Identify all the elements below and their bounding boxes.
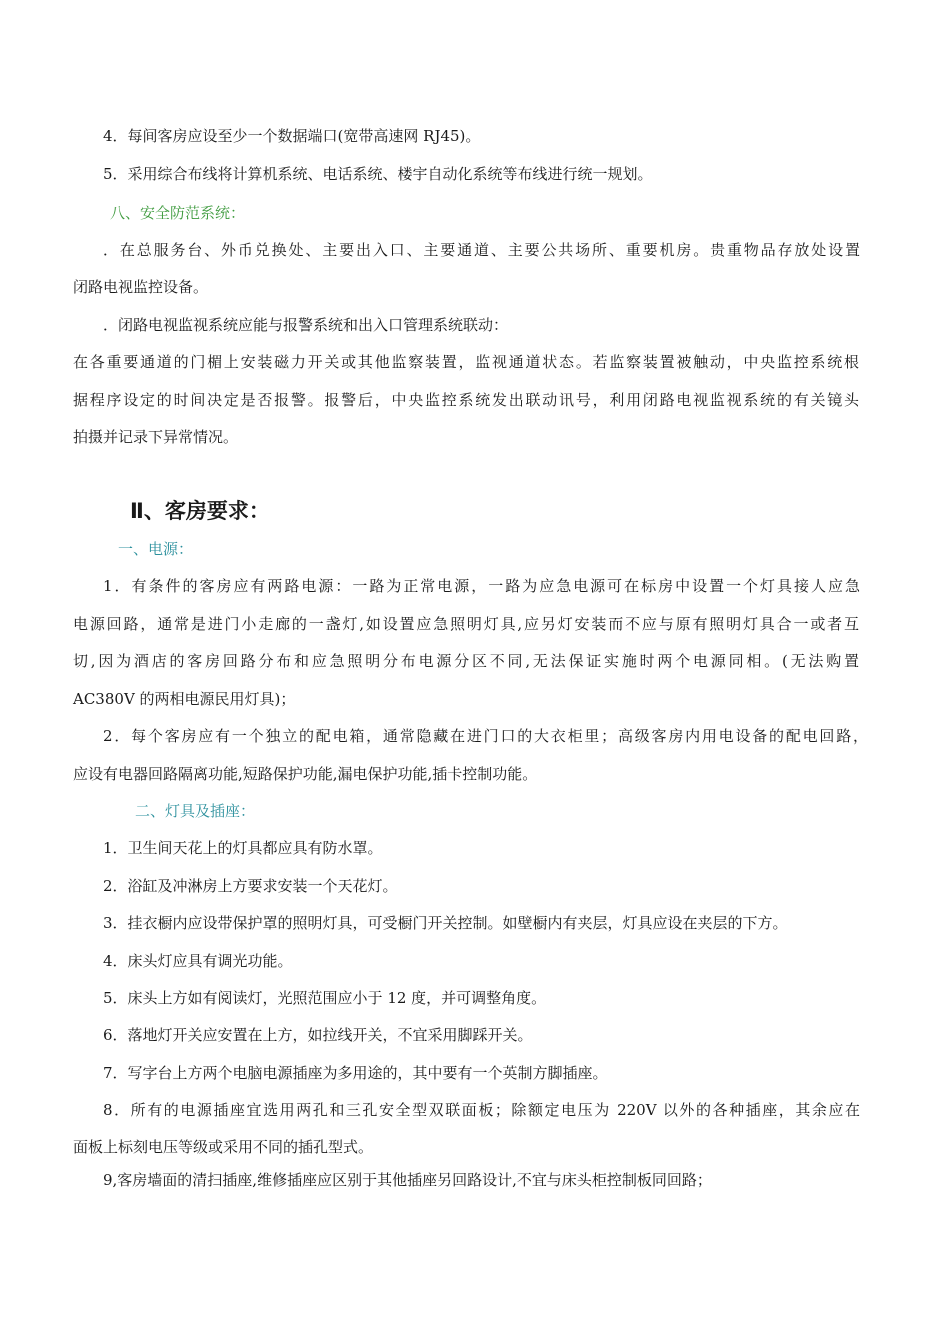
power-item-2-line2: 应设有电器回路隔离功能,短路保护功能,漏电保护功能,插卡控制功能。 xyxy=(73,765,538,783)
security-p1-line1: ．在总服务台、外币兑换处、主要出入口、主要通道、主要公共场所、重要机房。贵重物品存放处设置 xyxy=(103,241,860,259)
network-item-4: 4．每间客房应设至少一个数据端口(宽带高速网 RJ45)。 xyxy=(103,127,481,145)
lights-item-4: 4．床头灯应具有调光功能。 xyxy=(103,952,293,970)
lights-item-9: 9,客房墙面的清扫插座,维修插座应区别于其他插座另回路设计,不宜与床头柜控制板同回路； xyxy=(103,1171,712,1189)
power-section-title: 一、电源： xyxy=(118,540,194,558)
section-heading-rooms: Ⅱ、客房要求： xyxy=(130,499,270,523)
power-item-1-line3: 切,因为酒店的客房回路分布和应急照明分布电源分区不同,无法保证实施时两个电源同相。(无法购置 xyxy=(73,652,859,670)
security-p2-line3: 据程序设定的时间决定是否报警。报警后，中央监控系统发出联动讯号，利用闭路电视监视系统的有关镜头 xyxy=(73,391,859,409)
lights-section-title: 二、灯具及插座： xyxy=(135,802,256,820)
lights-item-2: 2．浴缸及冲淋房上方要求安装一个天花灯。 xyxy=(103,877,398,895)
lights-item-7: 7．写字台上方两个电脑电源插座为多用途的，其中要有一个英制方脚插座。 xyxy=(103,1064,608,1082)
security-section-title: 八、安全防范系统： xyxy=(110,204,246,222)
security-p2-line2: 在各重要通道的门楣上安装磁力开关或其他监察装置，监视通道状态。若监察装置被触动，中央监控系统根 xyxy=(73,353,859,371)
lights-item-3: 3．挂衣橱内应设带保护罩的照明灯具，可受橱门开关控制。如壁橱内有夹层，灯具应设在夹层的下方。 xyxy=(103,914,788,932)
lights-item-6: 6．落地灯开关应安置在上方，如拉线开关，不宜采用脚踩开关。 xyxy=(103,1026,533,1044)
lights-item-8-line2: 面板上标刻电压等级或采用不同的插孔型式。 xyxy=(73,1138,374,1156)
security-p1-line2: 闭路电视监控设备。 xyxy=(73,278,209,296)
security-p2-line1: ．闭路电视监视系统应能与报警系统和出入口管理系统联动： xyxy=(103,316,509,334)
power-item-1-line4: AC380V 的两相电源民用灯具)； xyxy=(73,690,296,708)
lights-item-8-line1: 8．所有的电源插座宜选用两孔和三孔安全型双联面板；除额定电压为 220V 以外的各种插座，其余应在 xyxy=(103,1101,860,1119)
power-item-1-line1: 1．有条件的客房应有两路电源：一路为正常电源，一路为应急电源可在标房中设置一个灯具接人应急 xyxy=(103,577,860,595)
power-item-2-line1: 2．每个客房应有一个独立的配电箱，通常隐藏在进门口的大衣柜里；高级客房内用电设备的配电回路， xyxy=(103,727,868,745)
power-item-1-line2: 电源回路，通常是进门小走廊的一盏灯,如设置应急照明灯具,应另灯安装而不应与原有照明灯具合一或者互 xyxy=(73,615,859,633)
network-item-5: 5．采用综合布线将计算机系统、电话系统、楼宇自动化系统等布线进行统一规划。 xyxy=(103,165,653,183)
lights-item-1: 1．卫生间天花上的灯具都应具有防水罩。 xyxy=(103,839,383,857)
lights-item-5: 5．床头上方如有阅读灯，光照范围应小于 12 度，并可调整角度。 xyxy=(103,989,547,1007)
security-p2-line4: 拍摄并记录下异常情况。 xyxy=(73,428,239,446)
